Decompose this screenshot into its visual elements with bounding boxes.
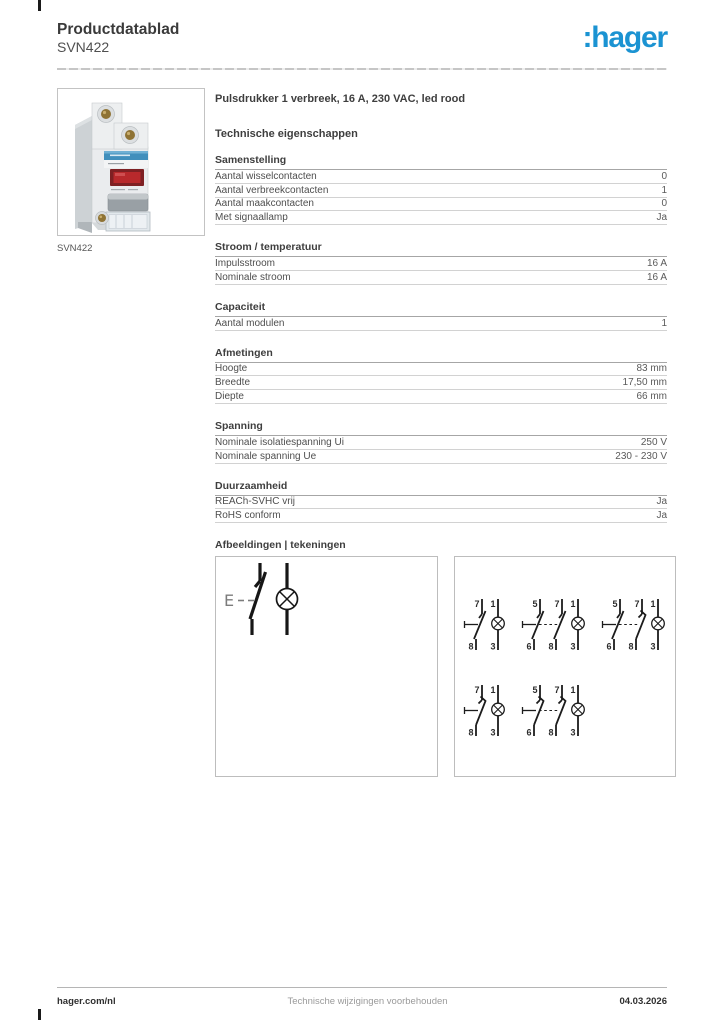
wiring-diagram <box>521 678 587 742</box>
spec-value: Ja <box>656 212 667 224</box>
spec-value: 83 mm <box>636 363 667 375</box>
spec-value: 1 <box>661 184 667 196</box>
footer <box>57 996 667 1007</box>
terminal-number: 3 <box>570 727 576 738</box>
footer-website: hager.com/nl <box>57 996 116 1007</box>
terminal-number: 6 <box>526 727 532 738</box>
spec-label: Aantal maakcontacten <box>215 198 314 210</box>
wiring-diagram <box>521 592 587 656</box>
footer-disclaimer: Technische wijzigingen voorbehouden <box>287 996 448 1007</box>
spec-label: Breedte <box>215 377 251 389</box>
terminal-number: 8 <box>468 727 474 738</box>
spec-value: 230 - 230 V <box>615 450 667 462</box>
footer-date: 04.03.2026 <box>619 996 667 1007</box>
spec-section <box>215 420 667 464</box>
spec-section-title: Capaciteit <box>215 301 667 317</box>
crop-mark-bottom <box>38 1009 41 1020</box>
wiring-diagram <box>601 592 667 656</box>
drawings-row <box>215 556 678 777</box>
spec-column <box>215 88 678 777</box>
spec-row <box>215 376 667 390</box>
spec-label: Met signaallamp <box>215 212 288 224</box>
spec-value: 0 <box>661 198 667 210</box>
spec-section-title: Samenstelling <box>215 154 667 170</box>
wiring-diagram <box>463 592 507 656</box>
terminal-number: 3 <box>570 641 576 652</box>
spec-row <box>215 257 667 271</box>
diagram-row-1 <box>463 592 675 656</box>
spec-label: Impulsstroom <box>215 258 276 270</box>
spec-label: Hoogte <box>215 363 248 375</box>
spec-value: 1 <box>661 317 667 329</box>
spec-row <box>215 436 667 450</box>
drawings-heading: Afbeeldingen | tekeningen <box>215 539 346 552</box>
technical-properties-heading: Technische eigenschappen <box>215 128 358 140</box>
spec-row <box>215 211 667 225</box>
footer-divider <box>57 987 667 988</box>
terminal-number: 1 <box>650 599 656 610</box>
spec-row <box>215 450 667 464</box>
terminal-number: 8 <box>548 641 554 652</box>
spec-label: RoHS conform <box>215 510 281 522</box>
terminal-number: 3 <box>490 641 496 652</box>
spec-label: REACh-SVHC vrij <box>215 496 296 508</box>
spec-row <box>215 271 667 285</box>
spec-section <box>215 480 667 524</box>
wiring-diagram-large-box <box>215 556 438 777</box>
spec-value: Ja <box>656 496 667 508</box>
content <box>57 88 678 777</box>
header-divider <box>57 68 667 70</box>
hager-logo: :hager <box>582 21 667 54</box>
spec-section-title: Duurzaamheid <box>215 480 667 496</box>
terminal-number: 3 <box>490 727 496 738</box>
crop-mark-top <box>38 0 41 11</box>
spec-row <box>215 184 667 198</box>
spec-section <box>215 347 667 404</box>
terminal-number: 7 <box>474 685 480 696</box>
spec-section <box>215 241 667 285</box>
spec-row <box>215 317 667 331</box>
product-image-frame <box>57 88 205 236</box>
terminal-number: 1 <box>490 685 496 696</box>
spec-row <box>215 509 667 523</box>
product-image-caption: SVN422 <box>57 243 93 254</box>
terminal-number: 5 <box>612 599 618 610</box>
terminal-number: 8 <box>468 641 474 652</box>
terminal-number: 5 <box>532 599 538 610</box>
spec-section <box>215 301 667 331</box>
header-titles <box>57 20 179 56</box>
spec-section-title: Stroom / temperatuur <box>215 241 667 257</box>
spec-value: 66 mm <box>636 391 667 403</box>
terminal-number: 8 <box>628 641 634 652</box>
terminal-number: 1 <box>570 599 576 610</box>
spec-section <box>215 154 667 225</box>
diagram-row-2 <box>463 678 675 742</box>
product-code: SVN422 <box>57 39 110 55</box>
terminal-number: 5 <box>532 685 538 696</box>
terminal-number: 6 <box>606 641 612 652</box>
product-image-column <box>57 88 205 254</box>
spec-row <box>215 363 667 377</box>
wiring-diagrams-small-box <box>454 556 676 777</box>
spec-value: 0 <box>661 170 667 182</box>
spec-row <box>215 170 667 184</box>
spec-label: Aantal wisselcontacten <box>215 170 317 182</box>
terminal-number: 7 <box>634 599 640 610</box>
terminal-number: 7 <box>474 599 480 610</box>
spec-sections <box>215 154 667 523</box>
terminal-number: 7 <box>554 685 560 696</box>
spec-label: Nominale isolatiespanning Ui <box>215 436 344 448</box>
spec-row <box>215 496 667 510</box>
terminal-number: 1 <box>490 599 496 610</box>
product-photo <box>58 89 204 235</box>
spec-value: 250 V <box>640 436 667 448</box>
spec-value: 16 A <box>646 271 667 283</box>
spec-value: 17,50 mm <box>622 377 667 389</box>
spec-row <box>215 198 667 212</box>
terminal-number: 3 <box>650 641 656 652</box>
wiring-diagram <box>463 678 507 742</box>
product-title: Pulsdrukker 1 verbreek, 16 A, 230 VAC, led rood <box>215 93 466 105</box>
spec-row <box>215 390 667 404</box>
spec-value: 16 A <box>646 258 667 270</box>
actuator-label: E <box>224 591 235 611</box>
page-title: Productdatablad <box>57 21 180 38</box>
terminal-number: 8 <box>548 727 554 738</box>
spec-section-title: Spanning <box>215 420 667 436</box>
wiring-diagram-large <box>216 557 437 776</box>
terminal-number: 7 <box>554 599 560 610</box>
spec-label: Aantal verbreekcontacten <box>215 184 329 196</box>
spec-label: Diepte <box>215 391 244 403</box>
spec-label: Nominale spanning Ue <box>215 450 317 462</box>
terminal-number: 1 <box>570 685 576 696</box>
terminal-number: 6 <box>526 641 532 652</box>
header <box>57 20 667 56</box>
spec-value: Ja <box>656 510 667 522</box>
spec-section-title: Afmetingen <box>215 347 667 363</box>
spec-label: Aantal modulen <box>215 317 285 329</box>
spec-label: Nominale stroom <box>215 271 291 283</box>
